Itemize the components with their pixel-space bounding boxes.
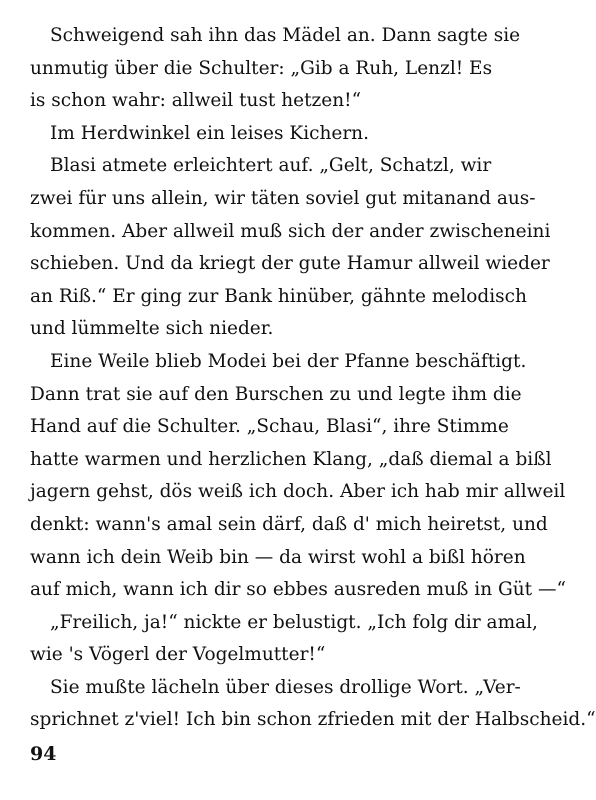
text-line: Dann trat sie auf den Burschen zu und legte ihm die xyxy=(30,383,522,405)
text-line: an Riß.“ Er ging zur Bank hinüber, gähnte melodisch xyxy=(30,285,527,307)
text-line: denkt: wann's amal sein därf, daß d' mich heiretst, und xyxy=(30,513,548,535)
text-line: is schon wahr: allweil tust hetzen!“ xyxy=(30,90,362,112)
text-line: Im Herdwinkel ein leises Kichern. xyxy=(50,122,369,144)
text-line: hatte warmen und herzlichen Klang, „daß diemal a bißl xyxy=(30,448,552,470)
text-line: jagern gehst, dös weiß ich doch. Aber ich hab mir allweil xyxy=(30,481,566,503)
text-line: sprichnet z'viel! Ich bin schon zfrieden mit der Halbscheid.“ xyxy=(30,709,596,731)
text-line: zwei für uns allein, wir täten soviel gut mitanand aus- xyxy=(30,187,536,209)
text-line: unmutig über die Schulter: „Gib a Ruh, Lenzl! Es xyxy=(30,57,493,79)
text-line: auf mich, wann ich dir so ebbes ausreden muß in Güt —“ xyxy=(30,579,566,601)
text-line: Schweigend sah ihn das Mädel an. Dann sagte sie xyxy=(50,25,521,46)
text-line: Eine Weile blieb Modei bei der Pfanne beschäftigt. xyxy=(50,350,527,372)
text-line: Sie mußte lächeln über dieses drollige Wort. „Ver- xyxy=(50,676,521,698)
text-line: wie 's Vögerl der Vogelmutter!“ xyxy=(30,644,326,666)
body-text xyxy=(30,20,596,737)
page-number: 94 xyxy=(30,743,57,765)
text-line: und lümmelte sich nieder. xyxy=(30,318,274,340)
text-line: schieben. Und da kriegt der gute Hamur allweil wieder xyxy=(30,253,550,275)
text-line: wann ich dein Weib bin — da wirst wohl a bißl hören xyxy=(30,546,526,568)
text-line: kommen. Aber allweil muß sich der ander zwischeneini xyxy=(30,220,551,242)
text-line: „Freilich, ja!“ nickte er belustigt. „Ich folg dir amal, xyxy=(50,611,538,633)
text-line: Blasi atmete erleichtert auf. „Gelt, Schatzl, wir xyxy=(50,155,492,177)
text-line: Hand auf die Schulter. „Schau, Blasi“, ihre Stimme xyxy=(30,416,509,438)
